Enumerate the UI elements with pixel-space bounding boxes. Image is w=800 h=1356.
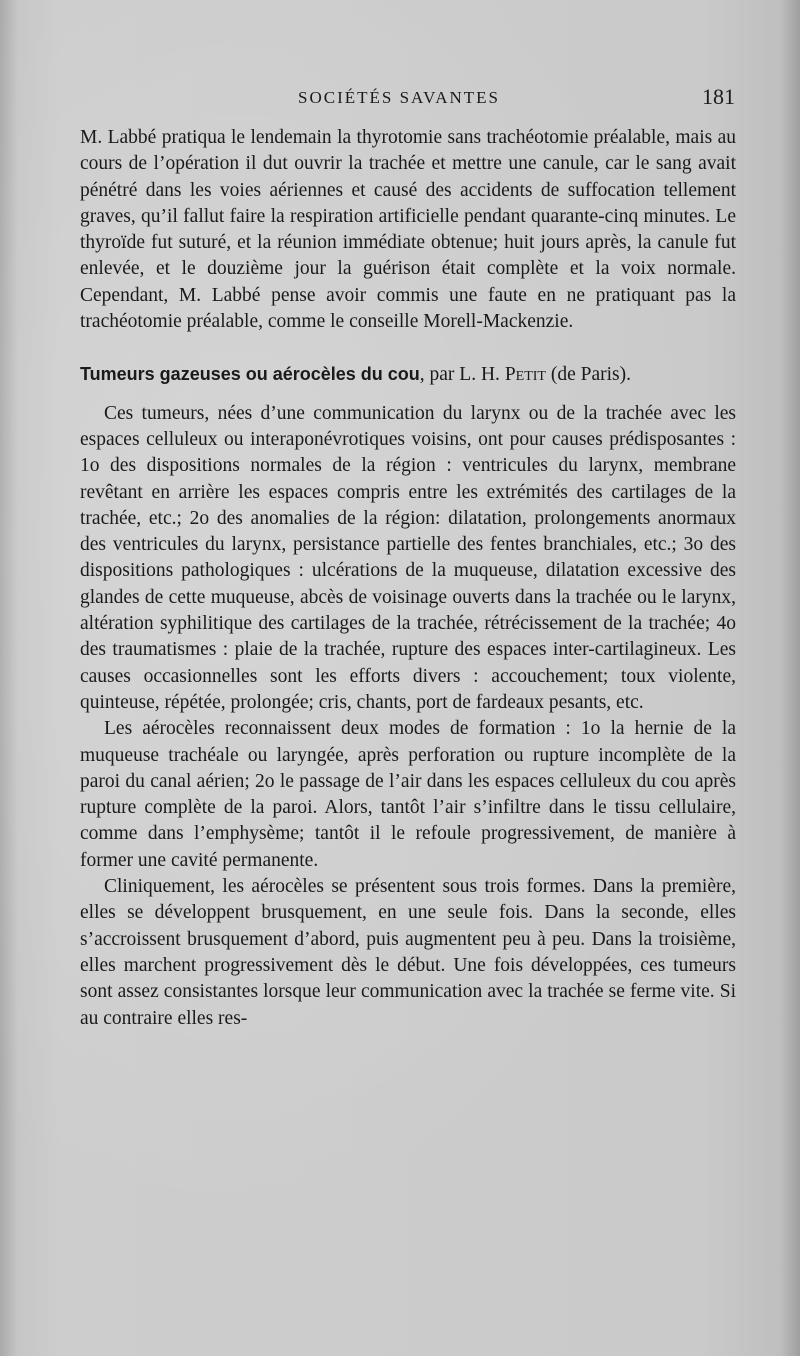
section-title: Tumeurs gazeuses ou aérocèles du cou xyxy=(80,364,420,385)
byline-suffix: (de Paris). xyxy=(545,364,632,386)
section-author: Petit xyxy=(504,364,546,386)
paragraph: Cliniquement, les aérocèles se présentent sous trois formes. Dans la première, elles se développent brusquement, en une seule fois. Dans la seconde, elles s’accroissent brusquement d’abord, puis augmentent peu à peu. Dans la troisième, elles marchent progressivement dès le début. Une fois développées, ces tumeurs sont assez consistantes lorsque leur communication avec la trachée se ferme vite. Si au contraire elles res- xyxy=(80,876,736,1029)
byline-prefix: , par L. H. xyxy=(419,364,505,386)
paragraph: Les aérocèles reconnaissent deux modes de formation : 1o la hernie de la muqueuse trachéale ou laryngée, après perforation ou rupture incomplète de la paroi du canal aérien; 2o le passage de l’air dans les espaces celluleux du cou après rupture complète de la paroi. Alors, tantôt l’air s’infiltre dans le tissu cellulaire, comme dans l’emphysème; tantôt il le refoule progressivement, de manière à former une cavité permanente. xyxy=(80,718,736,871)
body-text xyxy=(80,125,736,1032)
page-header xyxy=(0,84,800,118)
paragraph: Ces tumeurs, nées d’une communication du larynx ou de la trachée avec les espaces celluleux ou interaponévrotiques voisins, ont pour causes prédisposantes : 1o des dispositions normales de la région : ventricules du larynx, membrane revêtant en arrière les espaces compris entre les extrémités des cartilages de la trachée, etc.; 2o des anomalies de la région: dilatation, prolongements anormaux des ventricules du larynx, persistance partielle des fentes branchiales, etc.; 3o des dispositions pathologiques : ulcérations de la muqueuse, dilatation excessive des glandes de cette muqueuse, abcès de voisinage ouverts dans la trachée ou le larynx, altération syphilitique des cartilages de la trachée, rétrécissement de la trachée; 4o des traumatismes : plaie de la trachée, rupture des espaces inter-cartilagineux. Les causes occasionnelles sont les efforts divers : accouchement; toux violente, quinteuse, répétée, prolongée; cris, chants, port de fardeaux pesants, etc. xyxy=(80,402,736,713)
section-heading xyxy=(80,361,736,388)
paragraph: M. Labbé pratiqua le lendemain la thyrotomie sans trachéotomie préalable, mais au cours de l’opération il dut ouvrir la trachée et mettre une canule, car le sang avait pénétré dans les voies aériennes et causé des accidents de suffocation tellement graves, qu’il fallut faire la respiration artificielle pendant quarante-cinq minutes. Le thyroïde fut suturé, et la réunion immédiate obtenue; huit jours après, la canule fut enlevée, et le douzième jour la guérison était complète et la voix normale. Cependant, M. Labbé pense avoir commis une faute en ne pratiquant pas la trachéotomie préalable, comme le conseille Morell-Mackenzie. xyxy=(80,127,736,333)
page-number: 181 xyxy=(702,84,735,109)
running-title: SOCIÉTÉS SAVANTES xyxy=(298,88,500,107)
